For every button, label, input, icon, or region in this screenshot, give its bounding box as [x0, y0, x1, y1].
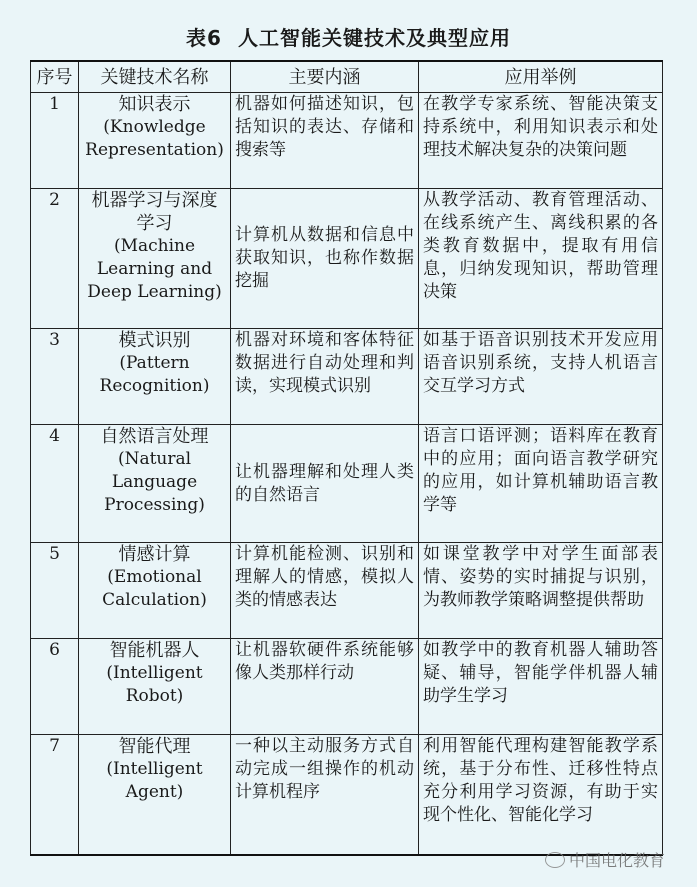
row-desc: 让机器理解和处理人类的自然语言 [231, 425, 419, 543]
row-index: 3 [31, 329, 79, 425]
row-app: 利用智能代理构建智能教学系统，基于分布性、迁移性特点充分利用学习资源，有助于实现个性化、智能化学习 [419, 735, 663, 855]
technology-table [30, 60, 663, 856]
row-app: 语言口语评测；语料库在教育中的应用；面向语言教学研究的应用，如计算机辅助语言教学等 [419, 425, 663, 543]
header-app: 应用举例 [419, 61, 663, 93]
row-name [79, 93, 231, 189]
header-row [31, 61, 663, 93]
wechat-icon [545, 852, 565, 868]
name-cn: 智能代理 [118, 736, 191, 757]
row-desc: 机器对环境和客体特征数据进行自动处理和判读，实现模式识别 [231, 329, 419, 425]
row-name [79, 735, 231, 855]
row-name [79, 639, 231, 735]
table-row [31, 93, 663, 189]
name-cn: 情感计算 [118, 544, 191, 565]
row-name [79, 425, 231, 543]
row-index: 5 [31, 543, 79, 639]
row-app: 在教学专家系统、智能决策支持系统中，利用知识表示和处理技术解决复杂的决策问题 [419, 93, 663, 189]
table-title: 人工智能关键技术及典型应用 [237, 26, 511, 50]
watermark [545, 848, 665, 871]
row-index: 4 [31, 425, 79, 543]
row-app: 如教学中的教育机器人辅助答疑、辅导，智能学伴机器人辅助学生学习 [419, 639, 663, 735]
row-app: 如基于语音识别技术开发应用语音识别系统，支持人机语言交互学习方式 [419, 329, 663, 425]
row-name [79, 543, 231, 639]
table-caption [0, 22, 697, 51]
name-en: (Knowledge Representation) [85, 117, 224, 160]
table-number: 表6 [186, 26, 222, 50]
name-en: (Natural Language Processing) [104, 449, 205, 515]
row-name [79, 189, 231, 329]
name-cn: 自然语言处理 [100, 426, 209, 447]
row-app: 从教学活动、教育管理活动、在线系统产生、离线积累的各类教育数据中，提取有用信息，归纳发现知识，帮助管理决策 [419, 189, 663, 329]
name-cn: 模式识别 [118, 330, 191, 351]
name-en: (Intelligent Robot) [106, 663, 203, 706]
row-desc: 计算机从数据和信息中获取知识，也称作数据挖掘 [231, 189, 419, 329]
table-row [31, 425, 663, 543]
row-index: 2 [31, 189, 79, 329]
table-row [31, 543, 663, 639]
watermark-text: 中国电化教育 [569, 851, 666, 870]
row-desc: 机器如何描述知识，包括知识的表达、存储和搜索等 [231, 93, 419, 189]
table-row [31, 329, 663, 425]
table-row [31, 189, 663, 329]
row-index: 7 [31, 735, 79, 855]
name-en: (Pattern Recognition) [99, 353, 210, 396]
row-index: 6 [31, 639, 79, 735]
header-index: 序号 [31, 61, 79, 93]
name-cn: 知识表示 [118, 94, 191, 115]
header-name: 关键技术名称 [79, 61, 231, 93]
name-cn: 智能机器人 [109, 640, 200, 661]
row-desc: 计算机能检测、识别和理解人的情感，模拟人类的情感表达 [231, 543, 419, 639]
row-app: 如课堂教学中对学生面部表情、姿势的实时捕捉与识别，为教师教学策略调整提供帮助 [419, 543, 663, 639]
name-cn: 机器学习与深度学习 [91, 190, 218, 234]
row-desc: 让机器软硬件系统能够像人类那样行动 [231, 639, 419, 735]
header-desc: 主要内涵 [231, 61, 419, 93]
name-en: (Machine Learning and Deep Learning) [87, 236, 222, 302]
table-row [31, 639, 663, 735]
table-row [31, 735, 663, 855]
row-index: 1 [31, 93, 79, 189]
row-name [79, 329, 231, 425]
row-desc: 一种以主动服务方式自动完成一组操作的机动计算机程序 [231, 735, 419, 855]
name-en: (Intelligent Agent) [106, 759, 203, 802]
name-en: (Emotional Calculation) [102, 567, 207, 610]
